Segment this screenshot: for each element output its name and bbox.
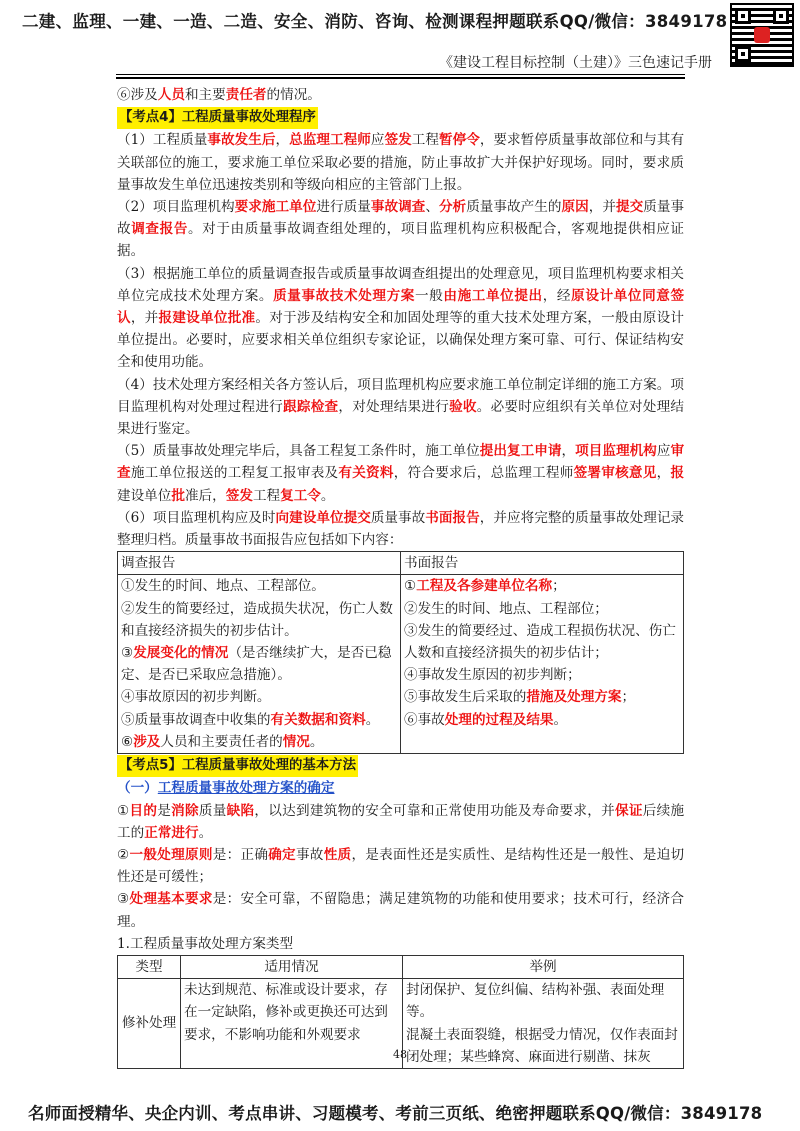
body-text: ③发生的简要经过、造成工程损伤状况、伤亡人数和直接经济损失的初步估计；: [404, 622, 676, 662]
col-example: 举例: [403, 955, 684, 978]
emphasis-text: 分析: [438, 199, 467, 216]
body-text: ④事故原因的初步判断。: [121, 689, 271, 706]
body-text: 、: [425, 199, 439, 216]
emphasis-text: 验收: [449, 398, 477, 415]
emphasis-text: 情况: [282, 733, 310, 750]
body-text: （4）技术处理方案经相关各方签认后，项目监理机构应要求施工单位制定详细的施工方案。项目监理机构对处理过程进行: [117, 376, 684, 415]
paragraph: [117, 507, 684, 551]
emphasis-text: 性质: [323, 846, 352, 863]
list-item: [121, 731, 397, 753]
body-text: （1）工程质量: [117, 132, 208, 149]
header-investigation-report: 调查报告: [118, 552, 401, 575]
emphasis-text: 消除: [171, 802, 199, 819]
body-text: ，: [561, 443, 576, 460]
body-text: 是：正确: [212, 846, 269, 863]
body-text: ，并: [588, 199, 617, 216]
list-item: [121, 709, 397, 731]
body-text: ，符合要求后，总监理工程师: [393, 465, 574, 482]
body-text: ②发生的简要经过，造成损失状况，伤亡人数和直接经济损失的初步估计。: [121, 600, 393, 639]
paragraph: [117, 888, 684, 932]
paragraph: [117, 440, 684, 507]
body-text: 。: [365, 711, 380, 728]
body-text: 准后，: [184, 487, 226, 504]
list-item: [404, 686, 680, 708]
emphasis-text: 报建设单位批准: [158, 310, 256, 327]
body-text: ⑥事故: [404, 711, 445, 728]
qr-code-image: [730, 3, 794, 67]
section5-points: [117, 800, 684, 933]
condition-cell: 未达到规范、标准或设计要求，存在一定缺陷，修补或更换还可达到要求，不影响功能和外观要求: [181, 979, 403, 1069]
body-text: 和主要: [184, 87, 226, 103]
body-text: 。: [309, 733, 324, 750]
emphasis-text: 事故发生后: [207, 132, 276, 149]
emphasis-text: 项目监理机构: [575, 443, 657, 460]
body-text: 人员和主要责任者的: [160, 733, 283, 750]
body-text: （是否继续扩大，是否已稳定、是否已采取应急措施）。: [121, 645, 392, 684]
emphasis-text: 质量事故技术处理方案: [273, 287, 415, 304]
body-text: ③: [117, 891, 130, 908]
body-text: 。: [198, 824, 213, 841]
body-text: ，要求暂停质量事故部位和与其有关联部位的施工，要求施工单位采取必要的措施，防止事故扩大并保护好现场。同时，要求质量事故发生单位迅速按类别和等级向相应的主管部门上报。: [117, 132, 685, 193]
body-text: 进行质量: [316, 199, 371, 216]
emphasis-text: 提出复工申请: [479, 443, 562, 460]
paragraph: [117, 196, 684, 263]
page-content: [117, 84, 684, 1069]
body-text: 是：安全可靠，不留隐患；满足建筑物的功能和使用要求；技术可行，经济合理。: [117, 891, 685, 930]
body-text: ，并: [130, 310, 159, 327]
body-text: ，经: [542, 287, 572, 304]
emphasis-text: 处理基本要求: [129, 891, 213, 908]
body-text: ；: [552, 578, 566, 595]
page-number: 48: [393, 1048, 407, 1061]
emphasis-text: 批: [171, 487, 185, 504]
body-text: 施工单位报送的工程复工报审表及: [130, 465, 339, 482]
body-text: ①发生的时间、地点、工程部位。: [121, 578, 325, 595]
body-text: ②: [117, 846, 130, 863]
emphasis-text: 确定: [268, 846, 296, 863]
body-text: 一般: [415, 287, 444, 304]
emphasis-text: 保证: [614, 802, 643, 819]
bottom-ad-banner: 名师面授精华、央企内训、考点串讲、习题模考、考前三页纸、绝密押题联系QQ/微信：3849178: [28, 1104, 763, 1123]
col-type: 类型: [118, 955, 181, 978]
list-item: [121, 686, 397, 708]
paragraph: [117, 844, 684, 888]
list-item: [404, 575, 680, 597]
type-cell: 修补处理: [118, 979, 181, 1069]
body-text: ⑥: [121, 733, 134, 750]
header-rule-thick: [116, 77, 685, 79]
body-text: 应: [656, 443, 671, 460]
emphasis-text: 由施工单位提出: [443, 287, 543, 304]
paragraph: [117, 263, 684, 374]
emphasis-text: 有关数据和资料: [270, 711, 366, 728]
emphasis-text: 暂停令: [438, 132, 480, 149]
emphasis-text: 措施及处理方案: [526, 689, 622, 706]
body-text: 。对于由质量事故调查组处理的，项目监理机构应积极配合，客观地提供相应证据。: [117, 221, 685, 260]
list-item: [121, 642, 397, 686]
list-item: [121, 598, 397, 642]
body-text: ；: [621, 689, 636, 706]
paragraph: [117, 800, 684, 844]
body-text: 。: [320, 487, 335, 504]
list-item: [121, 575, 397, 597]
top-ad-banner: 二建、监理、一建、一造、二造、安全、消防、咨询、检测课程押题联系QQ/微信：3849178: [22, 12, 728, 31]
emphasis-text: 一般处理原则: [129, 846, 213, 863]
emphasis-text: 人员: [157, 87, 185, 103]
investigation-report-items: [118, 575, 401, 754]
emphasis-text: 调查报告: [131, 221, 188, 238]
body-text: （3）根据施工单位的质量调查报告或质量事故调查组提出的处理意见，项目监理机构要求相关单位完成技术处理方案。: [117, 265, 684, 304]
section5-heading: 【考点5】工程质量事故处理的基本方法: [117, 754, 684, 777]
body-text: ，对处理结果进行: [338, 398, 450, 415]
types-caption: 1.工程质量事故处理方案类型: [117, 935, 294, 952]
paragraph: [117, 129, 684, 196]
body-text: 质量: [198, 802, 227, 819]
emphasis-text: 书面报告: [425, 509, 480, 526]
body-text: 事故: [295, 846, 324, 863]
emphasis-text: 发展变化的情况: [133, 645, 229, 662]
emphasis-text: 向建设单位提交: [275, 509, 371, 526]
body-text: 的情况。: [266, 87, 321, 103]
paragraph: [117, 374, 684, 441]
list-item: [404, 620, 680, 664]
list-item: [404, 664, 680, 686]
emphasis-text: 要求施工单位: [234, 199, 317, 216]
body-text: 质量事故产生的: [466, 199, 562, 216]
body-text: （6）项目监理机构应及时: [117, 509, 276, 526]
emphasis-text: 处理的过程及结果: [444, 711, 554, 728]
body-text: 。: [553, 711, 568, 728]
emphasis-text: 工程及各参建单位名称: [416, 578, 553, 595]
emphasis-text: 责任者: [225, 87, 267, 103]
report-contents-table: [117, 551, 684, 754]
written-report-items: [401, 575, 684, 754]
emphasis-text: 事故调查: [370, 199, 426, 216]
section4-heading: 【考点4】工程质量事故处理程序: [117, 106, 684, 129]
emphasis-text: 签发: [384, 132, 412, 149]
col-condition: 适用情况: [181, 955, 403, 978]
body-text: （2）项目监理机构: [117, 199, 235, 216]
emphasis-text: 审查: [117, 443, 685, 482]
body-text: 后续施工的: [117, 802, 685, 841]
list-item: [404, 598, 680, 620]
emphasis-text: 总监理工程师: [289, 132, 371, 149]
body-text: 质量事故: [117, 199, 685, 238]
header-written-report: 书面报告: [401, 552, 684, 575]
body-text: ①: [117, 802, 130, 819]
body-text: ④事故发生原因的初步判断；: [404, 667, 581, 684]
emphasis-text: 涉及: [133, 733, 161, 750]
body-text: ，并应将完整的质量事故处理记录整理归档。质量事故书面报告应包括如下内容：: [117, 509, 685, 549]
body-text: ，: [275, 132, 290, 149]
header-rule: [116, 74, 685, 75]
subsection-1-heading: （一）工程质量事故处理方案的确定: [117, 780, 335, 797]
intro-item: [117, 84, 684, 106]
emphasis-text: 目的: [129, 802, 158, 819]
emphasis-text: 报: [670, 465, 685, 482]
body-text: ①: [404, 578, 417, 595]
book-running-header: 《建设工程目标控制（土建）》三色速记手册: [439, 55, 712, 71]
body-text: （5）质量事故处理完毕后，具备工程复工条件时，施工单位: [117, 443, 480, 460]
body-text: 建设单位: [117, 487, 172, 504]
body-text: ⑥涉及: [117, 87, 158, 103]
body-text: ⑤质量事故调查中收集的: [121, 711, 271, 728]
body-text: 是: [157, 802, 172, 819]
body-text: 工程: [411, 132, 439, 149]
emphasis-text: 提交: [616, 199, 644, 216]
emphasis-text: 签署审核意见: [573, 465, 657, 482]
example-line: 封闭保护、复位纠偏、结构补强、表面处理等。: [406, 982, 665, 1021]
emphasis-text: 跟踪检查: [283, 398, 339, 415]
body-text: 应: [370, 132, 385, 149]
emphasis-text: 缺陷: [226, 802, 255, 819]
emphasis-text: 原设计单位同意签认: [117, 287, 685, 327]
body-text: ，是表面性还是实质性、是结构性还是一般性、是迫切性还是可缓性；: [117, 846, 685, 886]
body-text: 质量事故: [370, 509, 426, 526]
emphasis-text: 正常进行: [144, 824, 199, 841]
body-text: ，: [656, 465, 671, 482]
emphasis-text: 复工令: [280, 487, 321, 504]
section4-paragraphs: [117, 129, 684, 551]
emphasis-text: 有关资料: [338, 465, 394, 482]
body-text: 。对于涉及结构安全和加固处理等的重大技术处理方案，一般由原设计单位提出。必要时，应要求相关单位组织专家论证，以确保处理方案可靠、可行、保证结构安全和使用功能。: [117, 310, 685, 371]
body-text: ⑤事故发生后采取的: [404, 689, 527, 706]
body-text: ，以达到建筑物的安全可靠和正常使用功能及寿命要求，并: [254, 802, 615, 819]
body-text: 。必要时应组织有关单位对处理结果进行鉴定。: [117, 398, 685, 438]
emphasis-text: 签发: [225, 487, 253, 504]
list-item: [404, 709, 680, 731]
body-text: 工程: [252, 487, 281, 504]
example-line: 混凝土表面裂缝，根据受力情况，仅作表面封闭处理；某些蜂窝、麻面进行剔凿、抹灰: [406, 1026, 678, 1065]
emphasis-text: 原因: [561, 199, 589, 216]
body-text: ③: [121, 645, 134, 662]
body-text: ②发生的时间、地点、工程部位；: [404, 600, 608, 617]
